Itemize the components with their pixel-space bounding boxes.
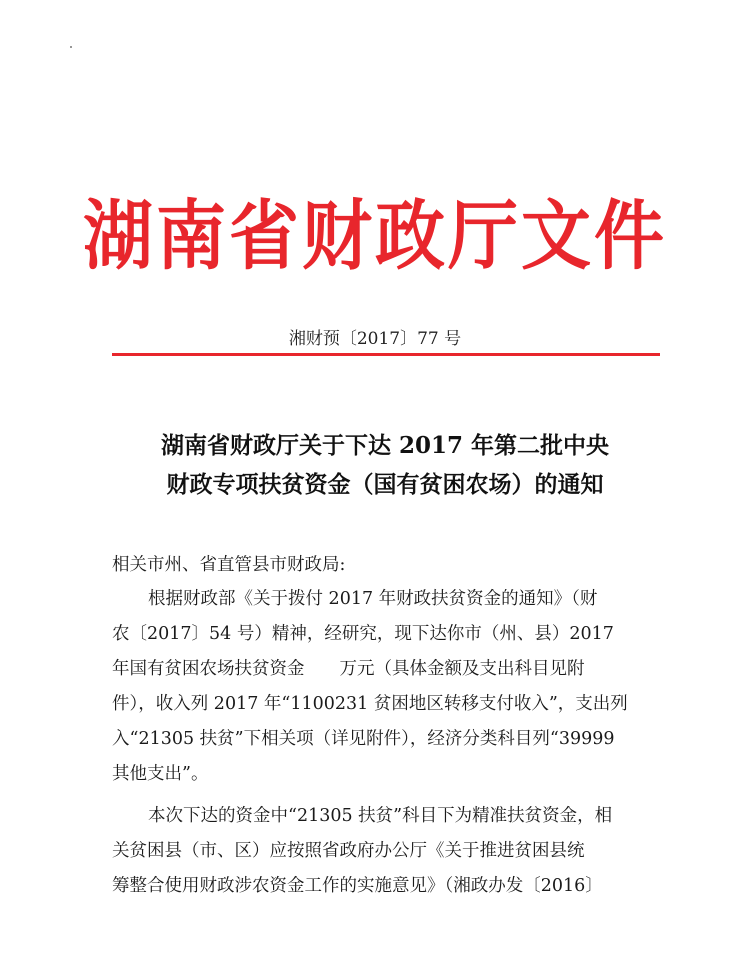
scan-speck — [70, 46, 72, 48]
notice-title-line-2: 财政专项扶贫资金（国有贫困农场）的通知 — [166, 471, 604, 498]
paragraph-1-line-3: 年国有贫困农场扶贫资金 万元（具体金额及支出科目见附 — [112, 659, 585, 679]
paragraph-1-line-4: 件），收入列 2017 年“1100231 贫困地区转移支付收入”，支出列 — [112, 694, 628, 714]
paragraph-1-line-6: 其他支出”。 — [112, 764, 209, 784]
notice-title-line-1: 湖南省财政厅关于下达 2017 年第二批中央 — [160, 432, 610, 459]
paragraph-1-line-1: 根据财政部《关于拨付 2017 年财政扶贫资金的通知》（财 — [148, 589, 598, 609]
document-number: 湘财预〔2017〕77 号 — [288, 329, 462, 349]
red-separator-line — [112, 353, 660, 356]
paragraph-2-line-2: 关贫困县（市、区）应按照省政府办公厅《关于推进贫困县统 — [112, 841, 585, 861]
paragraph-2-line-3: 筹整合使用财政涉农资金工作的实施意见》（湘政办发〔2016〕 — [112, 876, 603, 896]
salutation: 相关市州、省直管县市财政局: — [112, 555, 346, 575]
paragraph-2-line-1: 本次下达的资金中“21305 扶贫”科目下为精准扶贫资金，相 — [148, 806, 613, 826]
paragraph-1-line-5: 入“21305 扶贫”下相关项（详见附件），经济分类科目列“39999 — [112, 729, 615, 749]
notice-title — [60, 426, 710, 504]
paragraph-1-line-2: 农〔2017〕54 号）精神，经研究，现下达你市（州、县）2017 — [112, 624, 614, 644]
masthead-title: 湖南省财政厅文件 — [83, 191, 667, 281]
